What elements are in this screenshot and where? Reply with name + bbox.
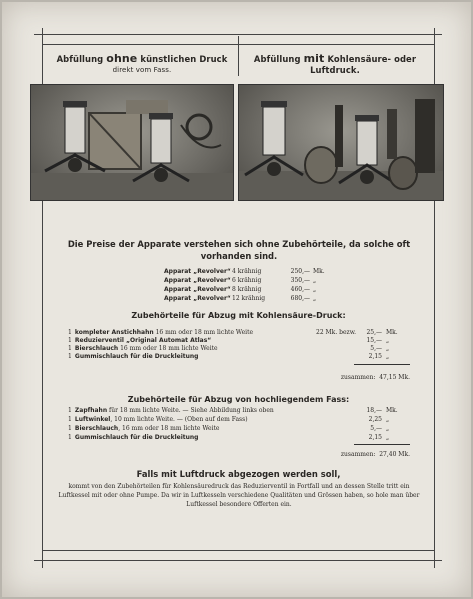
item-bullet: 1 [68,434,72,441]
item-text: 16 mm oder 18 mm lichte Weite [155,329,254,336]
section-co2-sum-rule [354,364,410,365]
item-bullet: 1 [68,345,72,352]
item-bullet: 1 [68,407,72,414]
item-bold: Bierschlauch [74,425,119,432]
section-elevated-title: Zubehörteile für Abzug von hochliegendem Fass: [127,395,350,404]
item-text: , 10 mm lichte Weite. — (Oben auf dem Fass) [110,416,248,423]
apparatus-count: 4 krähnig [232,268,262,275]
item-text: , 16 mm oder 18 mm lichte Weite [118,425,220,432]
item-bullet: 1 [68,416,72,423]
item-price-cell [354,329,410,337]
total-label: zusammen: [340,451,376,458]
apparatus-row [164,285,327,294]
item-bullet: 1 [68,353,72,360]
apparatus-price: 250,— [290,268,310,275]
apparatus-unit: Mk. [313,268,325,275]
caption-right [240,52,430,75]
co2-item [68,329,410,337]
item-price-cell [354,353,410,361]
apparatus-price: 460,— [290,286,310,293]
item-text: 16 mm oder 18 mm lichte Weite [120,345,218,352]
item-price: 18,— [366,407,382,414]
section-elevated-sum-rule [354,444,410,445]
total-value: 27,40 Mk. [379,451,410,458]
item-price: 2,25 [368,416,382,423]
item-price: 2,15 [368,434,382,441]
apparatus-name: Apparat „Revolver“ [164,277,231,284]
catalog-page [2,2,471,597]
item-unit: „ [386,434,390,441]
item-bold: Luftwinkel [74,416,111,423]
item-price-cell [354,337,410,345]
apparatus-count: 12 krähnig [232,295,266,302]
item-unit: „ [386,416,390,423]
total-value: 47,15 Mk. [379,374,410,381]
item-bold: Bierschlauch [74,345,119,352]
item-unit: „ [386,425,390,432]
apparatus-row [164,267,327,276]
apparatus-unit: „ [313,295,317,302]
item-price: 5,— [370,425,382,432]
caption-left-sub: direkt vom Fass. [112,66,172,74]
item-bullet: 1 [68,329,72,336]
item-price-cell [354,416,410,424]
total-label: zusammen: [340,374,376,381]
apparatus-count: 6 krähnig [232,277,262,284]
elevated-item [68,425,410,433]
item-extra: 22 Mk. bezw. [316,329,357,336]
apparatus-name: Apparat „Revolver“ [164,286,231,293]
item-price-cell [354,434,410,442]
item-bullet: 1 [68,425,72,432]
caption-left-suffix: künstlichen Druck [140,54,228,64]
apparatus-unit: „ [313,286,317,293]
item-text: für 18 mm lichte Weite. — Siehe Abbildung links oben [109,407,274,414]
frame-top-line [34,34,442,35]
caption-right-suffix: Kohlensäure- oder Luftdruck. [310,54,417,75]
apparatus-price: 350,— [290,277,310,284]
item-unit: Mk. [386,329,398,336]
item-price: 15,— [366,337,382,344]
item-bold: Gummischlauch für die Druckleitung [74,353,199,360]
item-bold: Reduzierventil „Original Automat Atlas“ [74,337,212,344]
elevated-item [68,434,410,442]
apparatus-row [164,294,327,303]
elevated-item [68,416,410,424]
item-price-cell [354,407,410,415]
apparatus-row [164,276,327,285]
apparatus-count: 8 krähnig [232,286,262,293]
item-unit: „ [386,353,390,360]
item-price-cell [354,425,410,433]
caption-right-emph: mit [303,52,325,65]
price-notice: Die Preise der Apparate verstehen sich ohne Zubehörteile, da solche oft vorhanden sind. [67,239,411,261]
caption-right-prefix: Abfüllung [253,54,301,64]
photo-without-pressure [30,84,234,201]
frame-bottom-line-2 [42,550,434,551]
item-unit: „ [386,337,390,344]
frame-center-line [238,36,239,76]
item-bold: Zapfhahn [74,407,108,414]
apparatus-price: 680,— [290,295,310,302]
item-price: 5,— [370,345,382,352]
item-price-cell [354,345,410,353]
apparatus-unit: „ [313,277,317,284]
caption-left-prefix: Abfüllung [56,54,104,64]
item-price: 25,— [366,329,382,336]
section-co2-title: Zubehörteile für Abzug mit Kohlensäure-Druck: [131,311,346,320]
apparatus-name: Apparat „Revolver“ [164,295,231,302]
apparatus-name: Apparat „Revolver“ [164,268,231,275]
item-unit: „ [386,345,390,352]
co2-item [68,353,410,361]
elevated-item [68,407,410,415]
item-bullet: 1 [68,337,72,344]
photo-with-pressure [238,84,444,201]
luftdruck-title: Falls mit Luftdruck abgezogen werden soll, [136,469,341,479]
co2-item [68,345,410,353]
caption-left [50,52,234,74]
section-elevated-total [306,451,410,458]
caption-left-emph: ohne [106,52,138,65]
item-unit: Mk. [386,407,398,414]
frame-bottom-line [34,560,442,561]
co2-item [68,337,410,345]
section-co2-total [306,374,410,381]
item-bold: kompleter Anstichhahn [74,329,154,336]
luftdruck-body: kommt von den Zubehörteilen für Kohlensäuredruck das Reduzierventil in Fortfall und an dessen Stelle tritt ein Luftkessel mit oder ohne Pumpe. Da wir in Luftkesseln verschiedene Qualitäten und Grössen haben, so hole man über Luftkessel besondere Offerten ein. [58,483,420,508]
item-bold: Gummischlauch für die Druckleitung [74,434,199,441]
item-price: 2,15 [368,353,382,360]
